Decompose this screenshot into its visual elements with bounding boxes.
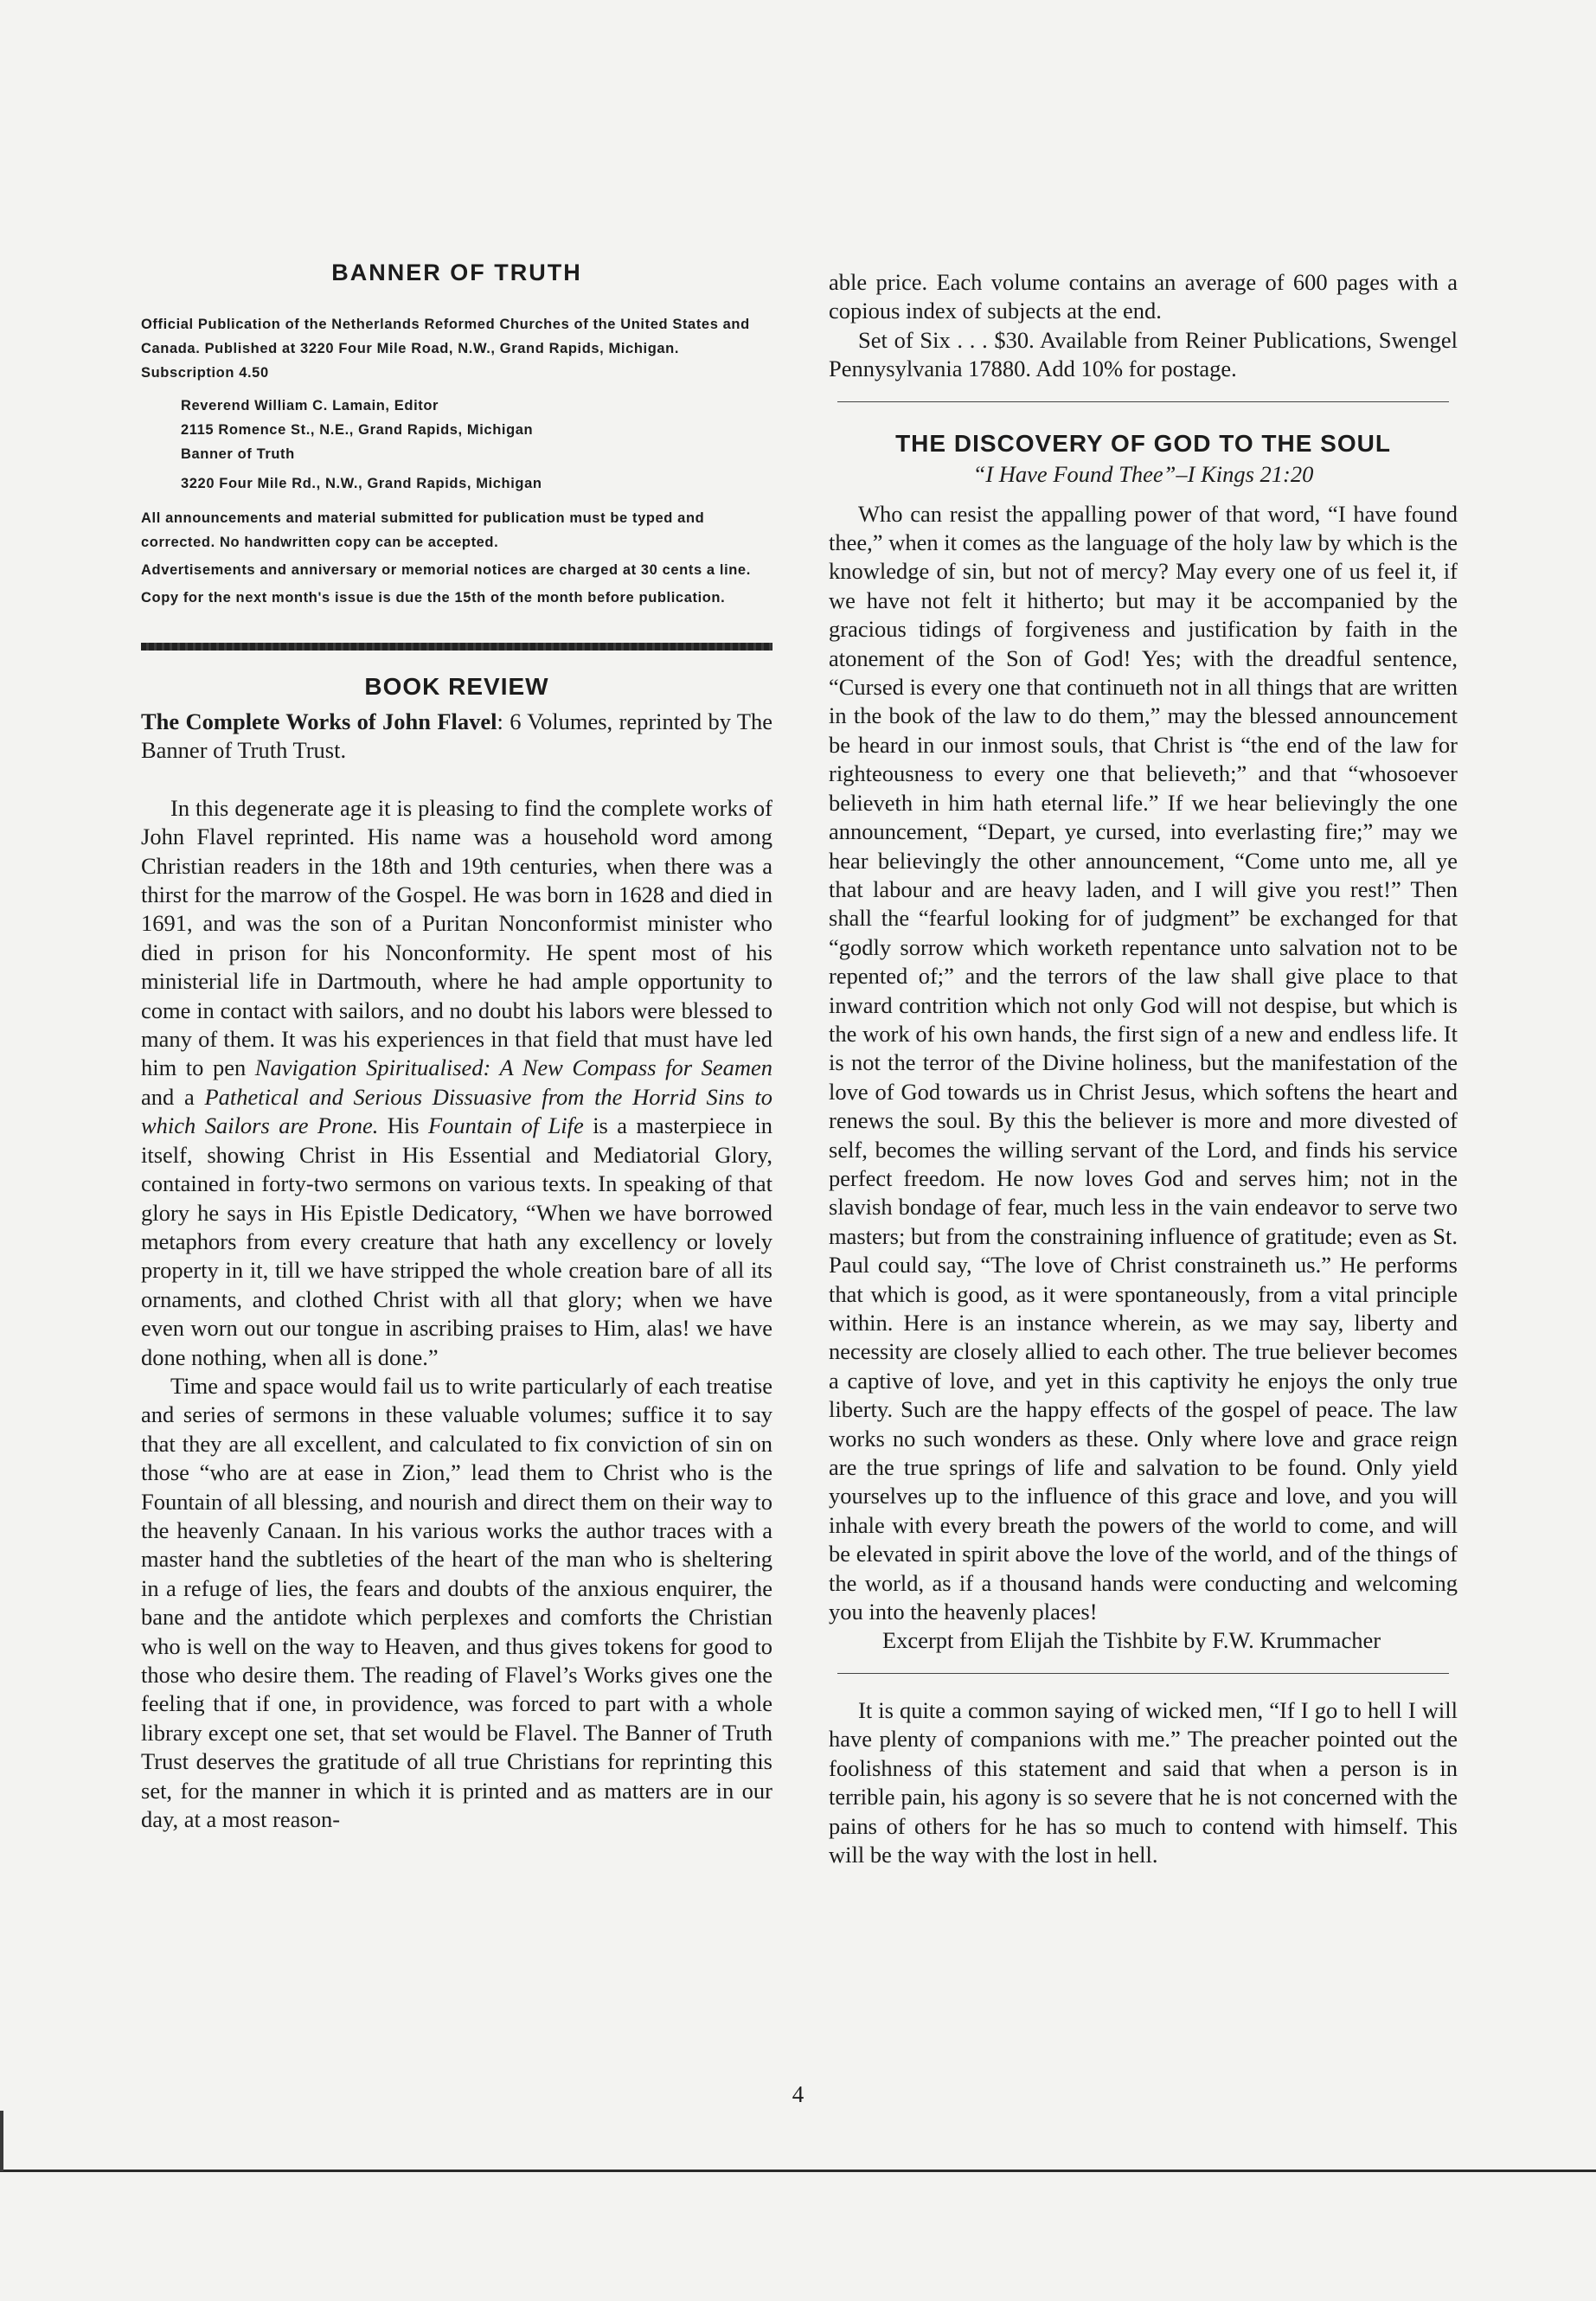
page-edge — [0, 2170, 1596, 2172]
discovery-heading: THE DISCOVERY OF GOD TO THE SOUL — [895, 429, 1391, 457]
section-divider — [837, 401, 1449, 402]
book-review-heading: BOOK REVIEW — [364, 673, 549, 700]
discovery-body: Who can resist the appalling power of that word, “I have found thee,” when it comes as the language of the holy law by which is the knowledge of sin, but not of mercy? May every one of us feel it, if we have not felt it hitherto; but may it be accompanied by the gracious tidings of forgiveness and justification by faith in the atonement of the Son of God! Yes; with the dreadful sentence, “Cursed is every one that continueth not in all things that are written in the book of the law to do them,” may the blessed announcement be heard in our inmost souls, that Christ is “the end of the law for righteousness to every one that believeth;” and that “whosoever believeth in him hath eternal life.” If we hear believingly the one announcement, “Depart, ye cursed, into everlasting fire;” may we hear believingly the other announcement, “Come unto me, all ye that labour and are heavy laden, and I will give you rest!” Then shall the “fearful looking for of judgment” be exchanged for that “godly sorrow which worketh repentance unto salvation not to be repented of;” and the terrors of the law shall give place to that inward contrition which not only God will not despise, but which is the work of his own hands, the first sign of a new and endless life. It is not the terror of the Divine holiness, but the manifestation of the love of God towards us in Christ Jesus, which softens the heart and renews the soul. By this the believer is more and more divested of self, becomes the willing servant of the Lord, and finds his service perfect freedom. He now loves God and serves him; not in the slavish bondage of fear, much less in the vain endeavor to serve two masters; but from the constraining influence of gratitude; even as St. Paul could say, “The love of Christ constraineth us.” He performs that which is good, as it were spontaneously, from a vital principle within. Here is an instance wherein, as we may say, liberty and necessity are closely allied to each other. The true believer becomes a captive of love, and yet in this captivity he enjoys the only true liberty. Such are the happy effects of the gospel of peace. The law works no such wonders as these. Only where love and grace reign are the true springs of life and salvation to be found. Only yield yourselves up to the influence of this grace and love, and you will inhale with every breath the powers of the world to come, and will be elevated in spirit above the love of the world, and of the things of the world, as if a thousand hands were conducting and welcoming you into the heavenly places! — [829, 500, 1458, 1625]
notice-advertisements: Advertisements and anniversary or memorial notices are charged at 30 cents a line. — [141, 562, 751, 578]
left-column — [141, 260, 772, 1834]
review-paragraph-2: Time and space would fail us to write particularly of each treatise and series of sermons in these valuable volumes; suffice it to say that they are all excellent, and calculated to fix conviction of sin on those “who are at ease in Zion,” lead them to Christ who is the Fountain of all blessing, and nourish and direct them on their way to the heavenly Canaan. In his various works the author traces with a master hand the subtleties of the heart of the man who is sheltering in a refuge of lies, the fears and doubts of the anxious enquirer, the bane and the antidote which perplexes and comforts the Christian who is well on the way to Heaven, and thus gives tokens for good to those who desire them. The reading of Flavel’s Works gives one the feeling that if one, in providence, was forced to part with a whole library except one set, that set would be Flavel. The Banner of Truth Trust deserves the gratitude of all true Christians for reprinting this set, for the manner in which it is printed and as matters are in our day, at a most reason- — [141, 1372, 772, 1833]
work-title: Fountain of Life — [427, 1112, 584, 1139]
right-column — [829, 268, 1458, 1869]
review-paragraph-1 — [141, 794, 772, 1372]
work-title: Pathetical and Serious Dissuasive from the Horrid Sins to which Sailors are Prone. — [141, 1083, 772, 1139]
editor-address: 2115 Romence St., N.E., Grand Rapids, Michigan — [181, 422, 534, 438]
review-text: and a — [141, 1083, 205, 1110]
section-divider — [837, 1673, 1449, 1674]
publication-info: Official Publication of the Netherlands Reformed Churches of the United States and Canada. Published at 3220 Four Mile Road, N.W., Grand Rapids, Michigan. Subscription 4.50 — [141, 317, 750, 381]
editor-name: Reverend William C. Lamain, Editor — [181, 398, 439, 413]
notice-deadline: Copy for the next month's issue is due the 15th of the month before publication. — [141, 590, 726, 606]
banner-address: 3220 Four Mile Rd., N.W., Grand Rapids, Michigan — [181, 476, 542, 491]
reviewed-book — [141, 708, 772, 766]
notice-announcements: All announcements and material submitted for publication must be typed and corrected. No handwritten copy can be accepted. — [141, 510, 705, 550]
page-edge — [0, 2111, 3, 2171]
review-text: In this degenerate age it is pleasing to find the complete works of John Flavel reprinted. His name was a household word among Christian readers in the 18th and 19th centuries, when there was a thirst for the marrow of the Gospel. He was born in 1628 and died in 1691, and was the son of a Puritan Nonconformist minister who died in prison for his Nonconformity. He spent most of his ministerial life in Dartmouth, where he had ample opportunity to come in contact with sailors, and no doubt his labors were blessed to many of them. It was his experiences in that field that must have led him to pen — [141, 794, 772, 1081]
review-text: is a masterpiece in itself, showing Christ in His Essential and Mediatorial Glory, contained in forty-two sermons on various texts. In speaking of that glory he says in His Epistle Dedicatory, “When we have borrowed metaphors from every creature that hath any excellency or lovely property in it, till we have stripped the whole creation bare of all its ornaments, and clothed Christ with all that glory; when we have even worn out our tongue in ascribing praises to Him, alas! we have done nothing, when all is done.” — [141, 1112, 772, 1370]
excerpt-attribution: Excerpt from Elijah the Tishbite by F.W. Krummacher — [882, 1627, 1381, 1654]
review-paragraph-2-continued: able price. Each volume contains an average of 600 pages with a copious index of subjects at the end. — [829, 269, 1458, 324]
banner-name: Banner of Truth — [181, 446, 295, 462]
masthead-title: BANNER OF TRUTH — [331, 260, 582, 285]
page-number: 4 — [792, 2081, 804, 2107]
notices — [141, 506, 772, 610]
review-price-info: Set of Six . . . $30. Available from Reiner Publications, Swengel Pennysylvania 17880. Add 10% for postage. — [829, 326, 1458, 382]
review-text: His — [378, 1112, 428, 1139]
closing-paragraph: It is quite a common saying of wicked men, “If I go to hell I will have plenty of companions with me.” The preacher pointed out the foolishness of this statement and said that when a person is in terrible pain, his agony is so severe that he is not concerned with the pains of others for he has so much to contend with himself. This will be the way with the lost in hell. — [829, 1696, 1458, 1868]
work-title: Navigation Spiritualised: A New Compass for Seamen — [254, 1054, 772, 1081]
book-title: The Complete Works of John Flavel — [141, 708, 497, 734]
book-detail: : 6 Volumes, reprinted by The Banner of Truth Trust. — [141, 708, 772, 764]
editor-info — [141, 394, 772, 496]
scripture-subtitle: “I Have Found Thee”–I Kings 21:20 — [972, 460, 1314, 487]
section-divider — [141, 643, 772, 651]
